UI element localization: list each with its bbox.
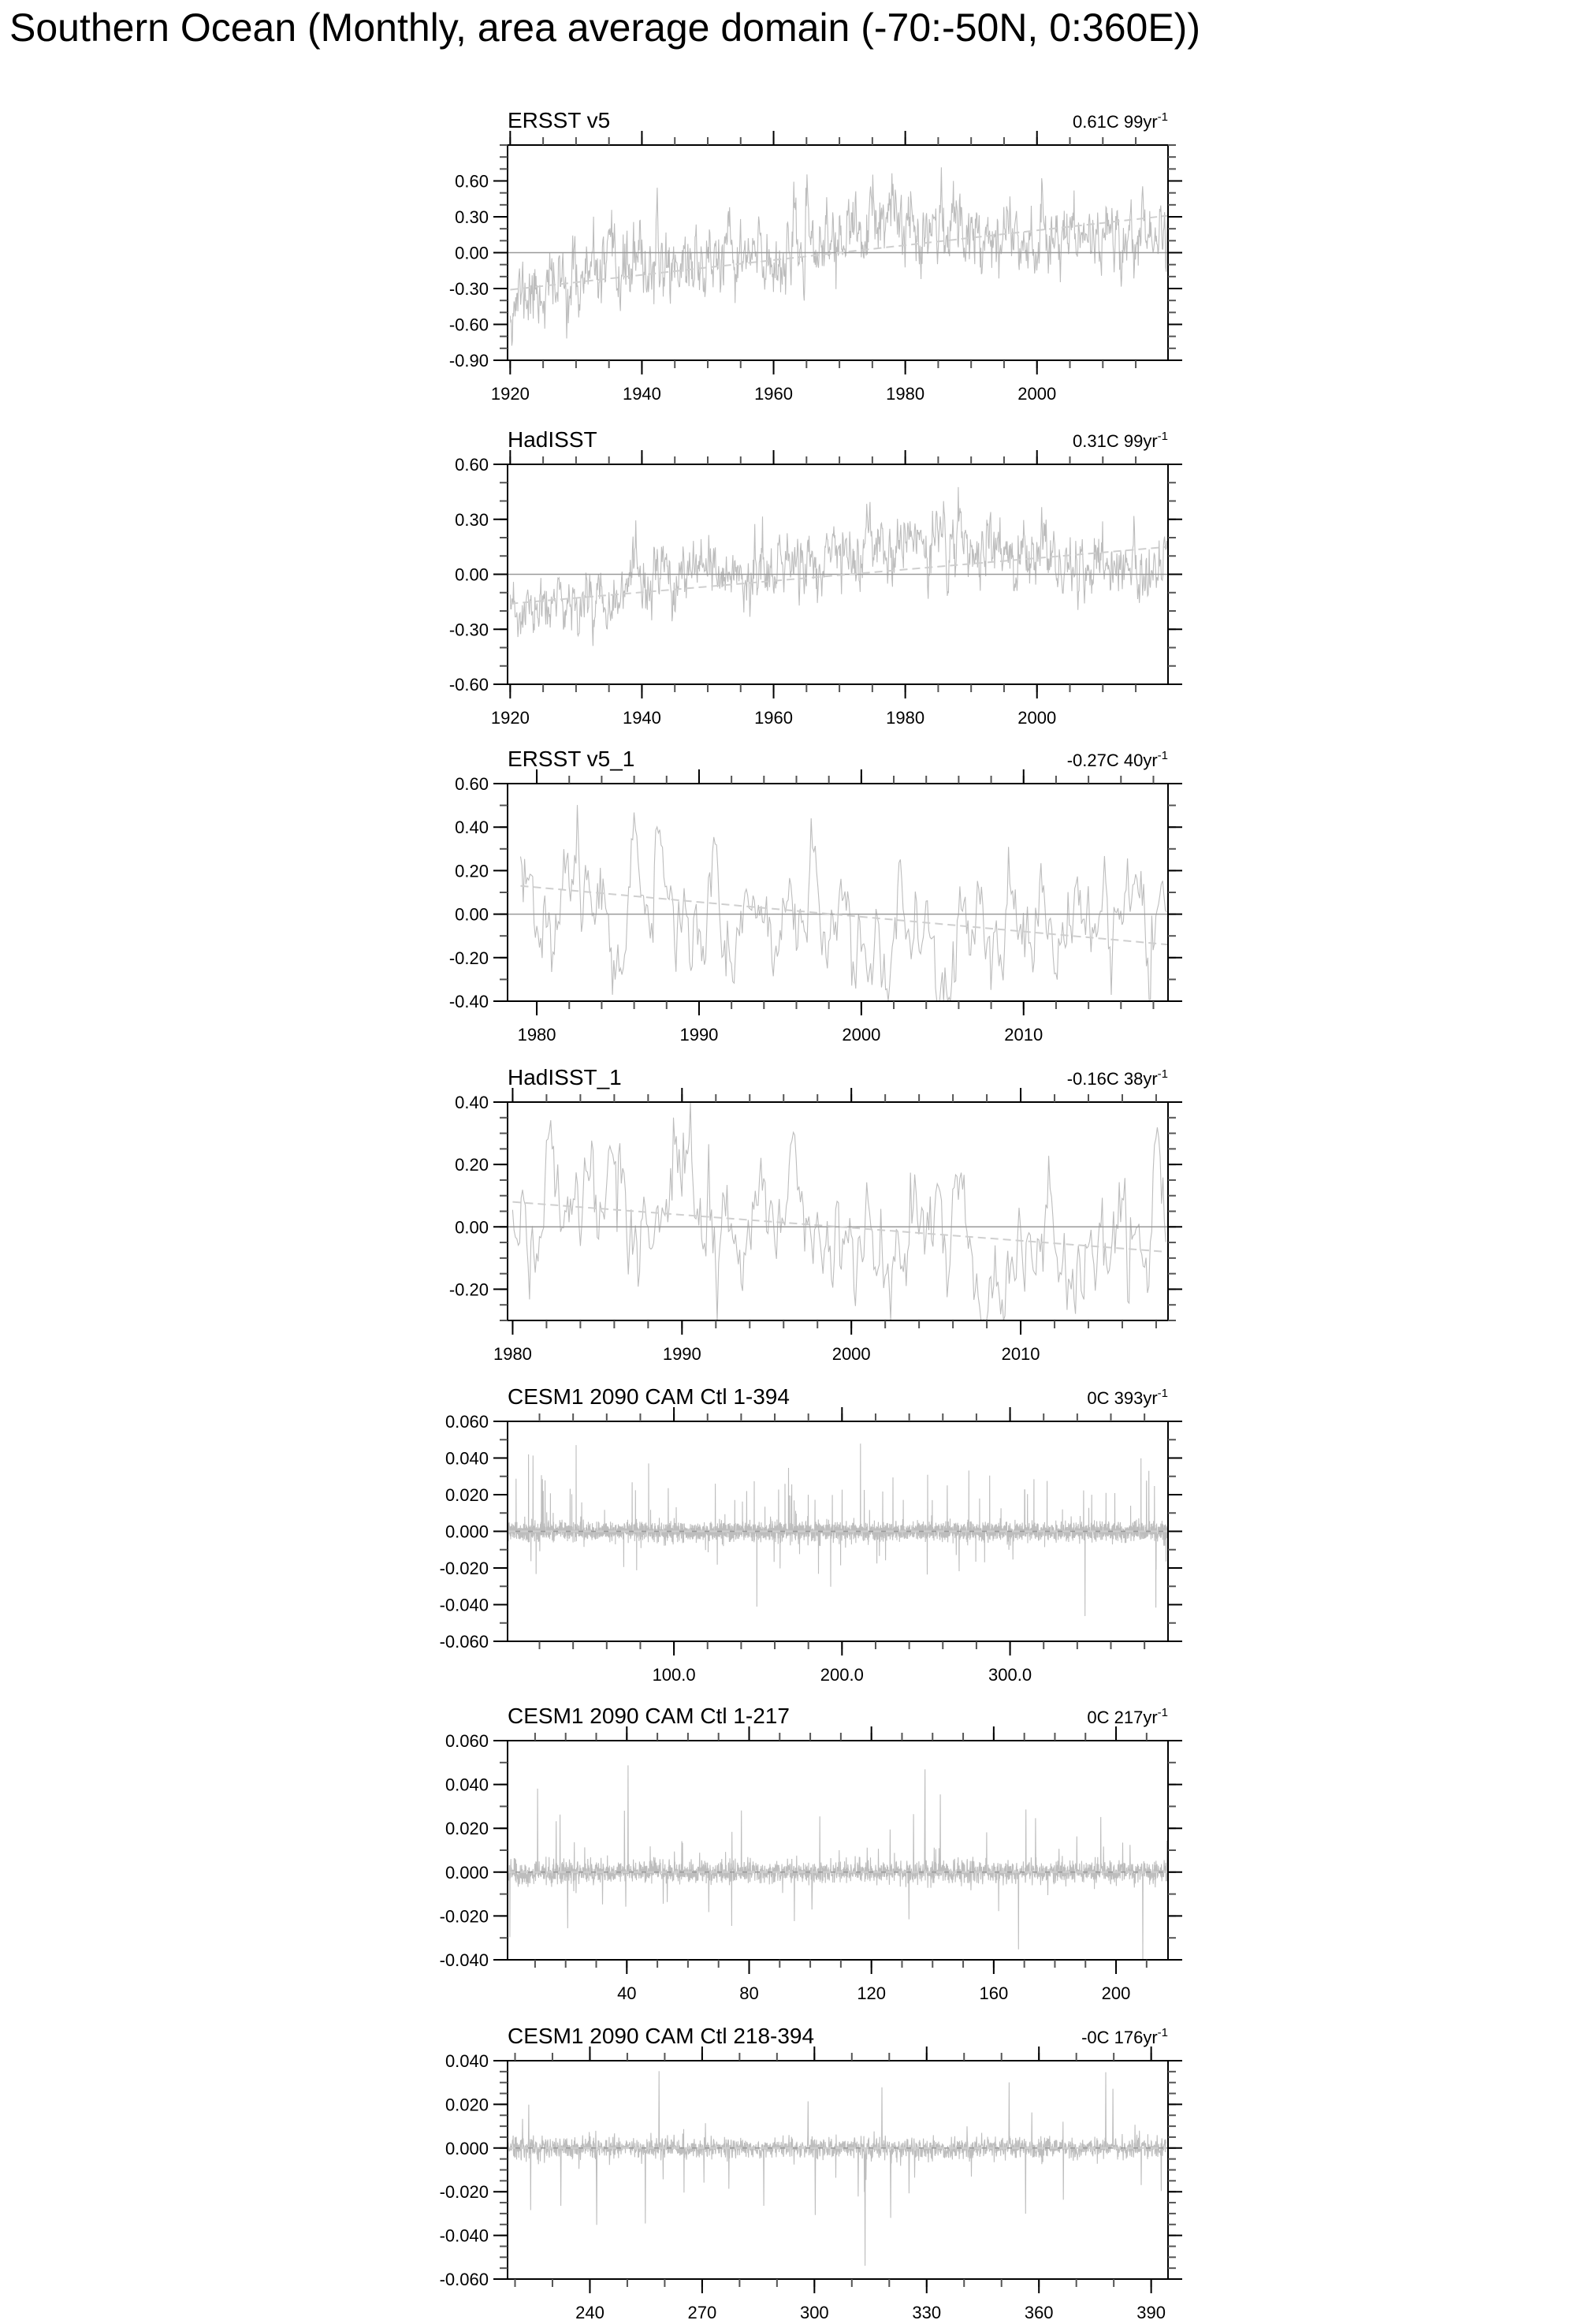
y-tick-label: 0.00 (455, 904, 489, 925)
x-tick-label: 1980 (517, 1025, 556, 1045)
y-tick-label: 0.40 (455, 817, 489, 838)
y-tick-label: 0.30 (455, 509, 489, 530)
x-tick-label: 200 (1101, 1983, 1131, 2003)
y-tick-label: 0.000 (445, 1862, 489, 1883)
plot-frame (508, 1102, 1168, 1320)
data-series-line (508, 2071, 1166, 2266)
x-tick-label: 360 (1024, 2303, 1054, 2322)
y-tick-label: -0.060 (439, 1632, 489, 1652)
y-tick-label: -0.060 (439, 2270, 489, 2289)
y-tick-label: -0.040 (439, 2225, 489, 2246)
plot-frame (508, 2061, 1168, 2279)
x-tick-label: 1990 (679, 1025, 719, 1045)
panel-title: CESM1 2090 CAM Ctl 1-217 (508, 1704, 790, 1728)
x-tick-label: 100.0 (652, 1665, 696, 1685)
y-tick-label: -0.020 (439, 1559, 489, 1578)
x-tick-label: 1980 (886, 708, 925, 728)
trend-annotation: 0C $393yr^{-1}$ (1087, 1387, 1168, 1408)
panel-7 (440, 2024, 1182, 2322)
figure-title: Southern Ocean (Monthly, area average domain (-70:-50N, 0:360E)) (9, 6, 1200, 50)
x-tick-label: 240 (575, 2303, 604, 2322)
panel-5 (440, 1384, 1182, 1685)
y-tick-label: 0.60 (455, 774, 489, 794)
panel-1 (449, 108, 1182, 404)
x-tick-label: 300 (799, 2303, 829, 2322)
x-tick-label: 390 (1136, 2303, 1166, 2322)
x-tick-label: 1990 (662, 1344, 701, 1364)
trend-annotation: -0C $176yr^{-1}$ (1081, 2026, 1168, 2047)
y-tick-label: 0.60 (455, 455, 489, 475)
y-tick-label: -0.30 (448, 279, 489, 299)
y-tick-label: 0.060 (445, 1731, 489, 1751)
y-tick-label: 0.020 (445, 1485, 489, 1505)
y-tick-label: 0.040 (445, 1775, 489, 1795)
y-tick-label: 0.020 (445, 2095, 489, 2115)
y-tick-label: 0.30 (455, 207, 489, 227)
y-tick-label: 0.20 (455, 861, 489, 881)
y-tick-label: -0.020 (439, 1906, 489, 1927)
data-series-line (508, 1443, 1168, 1616)
y-tick-label: -0.60 (448, 675, 489, 695)
y-tick-label: 0.020 (445, 1819, 489, 1839)
y-tick-label: 0.00 (455, 564, 489, 585)
x-tick-label: 160 (979, 1983, 1009, 2003)
panel-title: ERSST v5_1 (508, 747, 635, 771)
y-tick-label: -0.60 (448, 315, 489, 335)
panel-title: HadISST_1 (508, 1065, 622, 1089)
panel-title: CESM1 2090 CAM Ctl 218-394 (508, 2024, 815, 2048)
data-series-line (512, 1102, 1166, 1320)
x-tick-label: 2000 (1017, 384, 1057, 404)
x-tick-label: 330 (912, 2303, 942, 2322)
y-tick-label: 0.040 (445, 2051, 489, 2071)
x-tick-label: 1940 (622, 708, 661, 728)
trend-annotation: -0.27C $40yr^{-1}$ (1066, 749, 1168, 770)
panel-title: CESM1 2090 CAM Ctl 1-394 (508, 1384, 790, 1409)
y-tick-label: 0.00 (455, 1217, 489, 1238)
y-tick-label: 0.40 (455, 1093, 489, 1112)
data-series-line (510, 167, 1168, 345)
trend-annotation: -0.16C $38yr^{-1}$ (1066, 1067, 1168, 1089)
y-tick-label: 0.00 (455, 243, 489, 263)
y-tick-label: -0.020 (439, 2182, 489, 2203)
y-tick-label: 0.060 (445, 1412, 489, 1432)
x-tick-label: 1980 (493, 1344, 532, 1364)
x-tick-label: 1980 (886, 384, 925, 404)
x-tick-label: 270 (687, 2303, 717, 2322)
x-tick-label: 1960 (754, 708, 794, 728)
x-tick-label: 1920 (490, 708, 530, 728)
x-tick-label: 1960 (754, 384, 794, 404)
y-tick-label: 0.000 (445, 1521, 489, 1542)
x-tick-label: 2000 (831, 1344, 871, 1364)
y-tick-label: 0.040 (445, 1448, 489, 1469)
trend-annotation: 0.31C $99yr^{-1}$ (1073, 430, 1168, 451)
x-tick-label: 2000 (1017, 708, 1057, 728)
y-tick-label: -0.040 (439, 1595, 489, 1615)
x-tick-label: 2000 (842, 1025, 881, 1045)
panel-title: ERSST v5 (508, 108, 611, 132)
panel-4 (449, 1065, 1182, 1364)
x-tick-label: 2010 (1004, 1025, 1043, 1045)
y-tick-label: 0.000 (445, 2138, 489, 2158)
panel-3 (449, 747, 1182, 1045)
plot-frame (508, 784, 1168, 1001)
data-series-line (510, 487, 1168, 646)
y-tick-label: 0.20 (455, 1155, 489, 1175)
y-tick-label: -0.20 (448, 948, 489, 968)
y-tick-label: -0.30 (448, 620, 489, 640)
panel-6 (440, 1704, 1182, 2003)
y-tick-label: -0.20 (448, 1279, 489, 1300)
panel-title: HadISST (508, 427, 597, 452)
x-tick-label: 120 (857, 1983, 887, 2003)
x-tick-label: 2010 (1001, 1344, 1040, 1364)
x-tick-label: 200.0 (820, 1665, 864, 1685)
y-tick-label: -0.90 (448, 351, 489, 371)
x-tick-label: 1920 (490, 384, 530, 404)
x-tick-label: 80 (739, 1983, 759, 2003)
trend-annotation: 0.61C $99yr^{-1}$ (1073, 110, 1168, 132)
plot-frame (508, 1741, 1168, 1960)
trend-annotation: 0C $217yr^{-1}$ (1087, 1706, 1168, 1727)
x-tick-label: 1940 (622, 384, 661, 404)
x-tick-label: 300.0 (988, 1665, 1032, 1685)
y-tick-label: 0.60 (455, 171, 489, 192)
panel-2 (449, 427, 1182, 728)
data-series-line (521, 805, 1167, 1001)
data-series-line (508, 1765, 1168, 1960)
y-tick-label: -0.040 (439, 1950, 489, 1970)
y-tick-label: -0.40 (448, 992, 489, 1011)
x-tick-label: 40 (617, 1983, 637, 2003)
